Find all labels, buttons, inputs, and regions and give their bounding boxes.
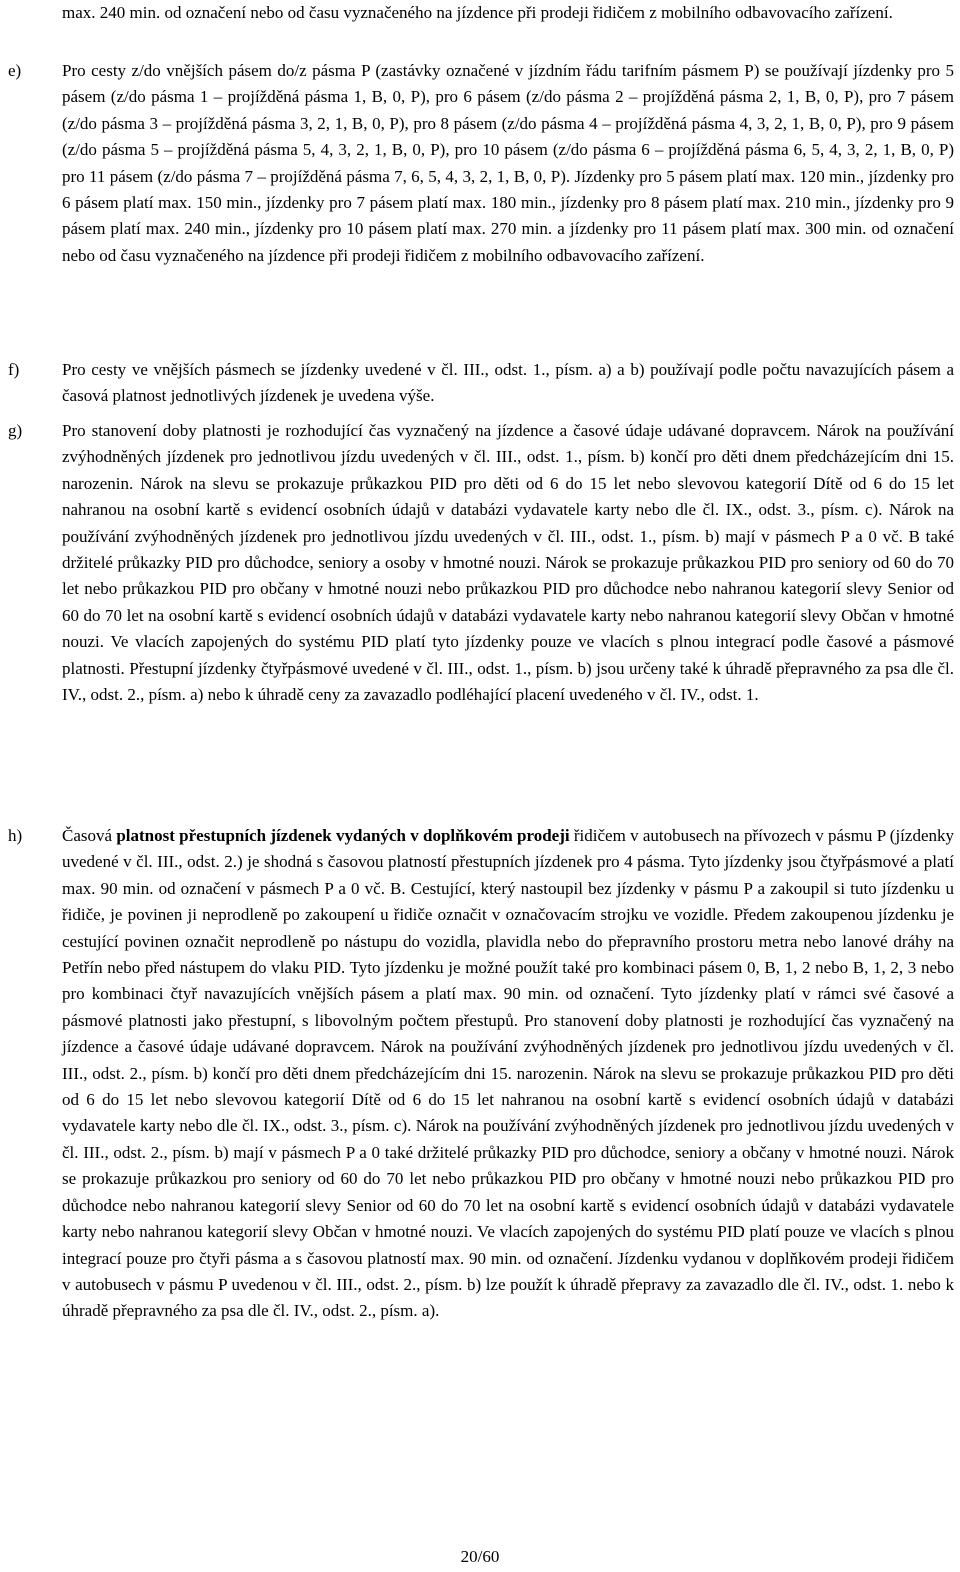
- list-item-text: [62, 823, 954, 1325]
- list-item-text: Pro cesty z/do vnějších pásem do/z pásma P (zastávky označené v jízdním řádu tarifním pásmem P) se používají jízdenky pro 5 pásem (z/do pásma 1 – projížděná pásma 1, B, 0, P), pro 6 pásem (z/do pásma 2 – projížděná pásma 2, 1, B, 0, P), pro 7 pásem (z/do pásma 3 – projížděná pásma 3, 2, 1, B, 0, P), pro 8 pásem (z/do pásma 4 – projížděná pásma 4, 3, 2, 1, B, 0, P), pro 9 pásem (z/do pásma 5 – projížděná pásma 5, 4, 3, 2, 1, B, 0, P), pro 10 pásem (z/do pásma 6 – projížděná pásma 6, 5, 4, 3, 2, 1, B, 0, P) pro 11 pásem (z/do pásma 7 – projížděná pásma 7, 6, 5, 4, 3, 2, 1, B, 0, P). Jízdenky pro 5 pásem platí max. 120 min., jízdenky pro 6 pásem platí max. 150 min., jízdenky pro 7 pásem platí max. 180 min., jízdenky pro 8 pásem platí max. 210 min., jízdenky pro 9 pásem platí max. 240 min., jízdenky pro 10 pásem platí max. 270 min. a jízdenky pro 11 pásem platí max. 300 min. od označení nebo od času vyznačeného na jízdence při prodeji řidičem z mobilního odbavovacího zařízení.: [62, 61, 954, 265]
- page-number: 20/60: [460, 1547, 500, 1566]
- list-item-body: řidičem v autobusech na přívozech v pásmu P (jízdenky uvedené v čl. III., odst. 2.) je shodná s časovou platností přestupních jízdenek pro 4 pásma. Tyto jízdenky jsou čtyřpásmové a platí max. 90 min. od označení v pásmech P a 0 vč. B. Cestující, který nastoupil bez jízdenky v pásmu P a zakoupil si tuto jízdenku u řidiče, je povinen ji neprodleně po zakoupení u řidiče označit v označovacím strojku ve vozidle. Předem zakoupenou jízdenku je cestující povinen označit neprodleně po nástupu do vozidla, plavidla nebo do přepravního prostoru metra nebo lanové dráhy na Petřín nebo před nástupem do vlaku PID. Tyto jízdenku je možné použít také pro kombinaci pásem 0, B, 1, 2 nebo B, 1, 2, 3 nebo pro kombinaci čtyř navazujících vnějších pásem a platí max. 90 min. od označení. Tyto jízdenky platí v rámci své časové a pásmové platnosti jako přestupní, s libovolným počtem přestupů. Pro stanovení doby platnosti je rozhodující čas vyznačený na jízdence a časové údaje udávané dopravcem. Nárok na používání zvýhodněných jízdenek pro jednotlivou jízdu uvedených v čl. III., odst. 2., písm. b) končí pro děti dnem předcházejícím dni 15. narozenin. Nárok na slevu se prokazuje průkazkou PID pro děti od 6 do 15 let nebo slevovou kategorií Dítě od 6 do 15 let nahranou na osobní kartě s evidencí osobních údajů v databázi vydavatele karty nebo dle čl. IX., odst. 3., písm. c). Nárok na používání zvýhodněných jízdenek pro jednotlivou jízdu uvedených v čl. III., odst. 2., písm. b) mají v pásmech P a 0 také držitelé průkazky PID pro důchodce, seniory a občany v hmotné nouzi. Nárok se prokazuje průkazkou pro seniory od 60 do 70 let nebo průkazkou PID pro občany v hmotné nouzi nebo průkazkou PID pro důchodce nebo nahranou kategorií slevy Senior od 60 do 70 let na osobní kartě s evidencí osobních údajů v databázi vydavatele karty nebo nahranou kategorií slevy Občan v hmotné nouzi. Ve vlacích zapojených do systému PID platí pouze ve vlacích s plnou integrací pouze pro čtyři pásma a s časovou platností max. 90 min. od označení. Jízdenku vydanou v doplňkovém prodeji řidičem v autobusech v pásmu P uvedenou v čl. III., odst. 2., písm. b) lze použít k úhradě přepravy za zavazadlo dle čl. IV., odst. 1. nebo k úhradě přepravného za psa dle čl. IV., odst. 2., písm. a).: [62, 826, 954, 1321]
- list-marker: g): [8, 421, 23, 440]
- list-marker: h): [8, 826, 23, 845]
- list-item-e: [8, 58, 954, 269]
- list-item-text: Pro stanovení doby platnosti je rozhodující čas vyznačený na jízdence a časové údaje udávané dopravcem. Nárok na používání zvýhodněných jízdenek pro jednotlivou jízdu uvedených v čl. III., odst. 1., písm. b) končí pro děti dnem předcházejícím dni 15. narozenin. Nárok na slevu se prokazuje průkazkou PID pro děti od 6 do 15 let nebo slevovou kategorií Dítě od 6 do 15 let nahranou na osobní kartě s evidencí osobních údajů v databázi vydavatele karty nebo dle čl. IX., odst. 3., písm. c). Nárok na používání zvýhodněných jízdenek pro jednotlivou jízdu uvedených v čl. III., odst. 1., písm. b) mají v pásmech P a 0 vč. B také držitelé průkazky PID pro důchodce, seniory a osoby v hmotné nouzi. Nárok se prokazuje průkazkou PID pro seniory od 60 do 70 let nebo průkazkou PID pro občany v hmotné nouzi nebo průkazkou PID pro důchodce nebo nahranou kategorií slevy Senior od 60 do 70 let na osobní kartě s evidencí osobních údajů v databázi vydavatele karty nebo nahranou kategorií slevy Občan v hmotné nouzi. Ve vlacích zapojených do systému PID platí tyto jízdenky pouze ve vlacích s plnou integrací podle časové a pásmové platnosti. Přestupní jízdenky čtyřpásmové uvedené v čl. III., odst. 1., písm. b) jsou určeny také k úhradě přepravného za psa dle čl. IV., odst. 2., písm. a) nebo k úhradě ceny za zavazadlo podléhající placení uvedeného v čl. IV., odst. 1.: [62, 421, 954, 705]
- lead-word: Časová: [62, 826, 113, 845]
- list-marker: f): [8, 360, 20, 379]
- list-item-h: [8, 823, 954, 1325]
- list-marker: e): [8, 61, 22, 80]
- list-item-g: [8, 418, 954, 708]
- continuation-paragraph: max. 240 min. od označení nebo od času vyznačeného na jízdence při prodeji řidičem z mobilního odbavovacího zařízení.: [62, 3, 893, 22]
- bold-phrase: platnost přestupních jízdenek vydaných v doplňkovém prodeji: [116, 826, 570, 845]
- list-item-f: [8, 357, 954, 410]
- list-item-text: Pro cesty ve vnějších pásmech se jízdenky uvedené v čl. III., odst. 1., písm. a) a b) používají podle počtu navazujících pásem a časová platnost jednotlivých jízdenek je uvedena výše.: [62, 360, 954, 406]
